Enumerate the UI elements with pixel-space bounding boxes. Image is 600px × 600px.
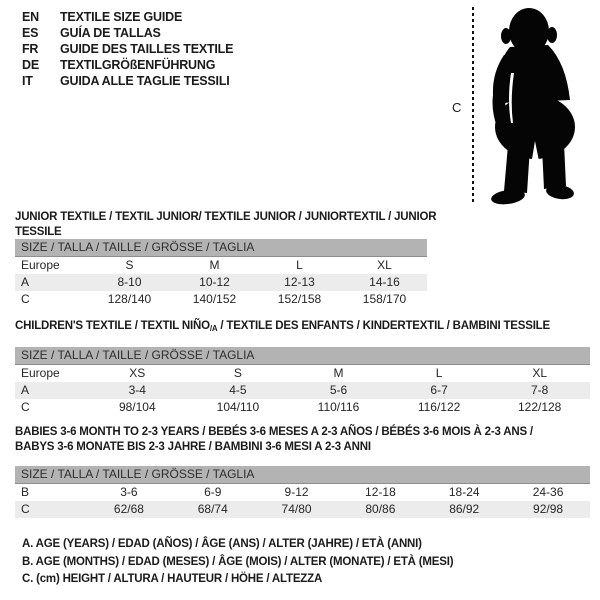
value-cell: 92/98 [533,502,564,516]
footnote-b: B. AGE (MONTHS) / EDAD (MESES) / ÂGE (MOIS) / ALTER (MONATE) / ETÀ (MESI) [22,555,454,568]
language-line-it [22,73,233,89]
footnote-c: C. (cm) HEIGHT / ALTURA / HAUTEUR / HÖHE / ALTEZZA [22,573,323,585]
language-line-en [22,9,233,25]
language-line-fr [22,41,233,57]
table-row [15,291,427,308]
value-cell: 8-10 [117,275,142,289]
value-cell: 62/68 [113,502,144,516]
value-cell: S [233,366,242,380]
value-cell: 7-8 [531,383,549,397]
row-label-cell: C [21,292,30,306]
table-row [15,484,590,501]
size-header-bar: SIZE / TALLA / TAILLE / GRÖSSE / TAGLIA [15,347,590,365]
value-cell: 4-5 [229,383,247,397]
title-text: CHILDREN'S TEXTILE / TEXTIL NIÑO [15,320,210,332]
language-code: ES [22,26,39,40]
title-text: / TEXTILE DES ENFANTS / KINDERTEXTIL / BAMBINI TESSILE [217,320,550,332]
language-label: GUÍA DE TALLAS [60,26,161,40]
language-code: FR [22,42,39,56]
table-row [15,257,427,274]
value-cell: 12-13 [284,275,315,289]
value-cell: L [296,258,303,272]
language-label: TEXTILE SIZE GUIDE [60,10,183,24]
value-cell: 24-36 [532,485,564,499]
title-text: JUNIOR TEXTILE / TEXTIL JUNIOR/ TEXTILE JUNIOR / JUNIORTEXTIL / JUNIOR TESSILE [15,211,437,238]
value-cell: XL [532,366,548,380]
row-label-cell: Europe [21,366,60,380]
value-cell: 18-24 [448,485,480,499]
table-row [15,501,590,518]
row-label-cell: C [21,502,30,516]
table-row [15,382,590,399]
baby-silhouette-icon [480,5,595,207]
junior-table-body [15,257,427,308]
value-cell: 3-6 [120,485,138,499]
size-header-bar: SIZE / TALLA / TAILLE / GRÖSSE / TAGLIA [15,466,590,484]
height-measure-label: C [452,100,462,115]
value-cell: 152/158 [277,292,322,306]
value-cell: 104/110 [216,400,260,414]
value-cell: 86/92 [449,502,480,516]
language-label: GUIDE DES TAILLES TEXTILE [60,42,234,56]
children-table-body [15,365,590,416]
value-cell: 9-12 [284,485,309,499]
value-cell: XS [129,366,146,380]
size-header-bar: SIZE / TALLA / TAILLE / GRÖSSE / TAGLIA [15,239,427,257]
row-label-cell: A [21,275,30,289]
table-row [15,365,590,382]
value-cell: 3-4 [128,383,146,397]
value-cell: 10-12 [199,275,230,289]
language-label: GUIDA ALLE TAGLIE TESSILI [60,74,230,88]
babies-table-title [15,425,590,454]
babies-table-body [15,484,590,518]
footnote-a: A. AGE (YEARS) / EDAD (AÑOS) / ÂGE (ANS) / ALTER (JAHRE) / ETÀ (ANNI) [22,538,422,550]
title-subscript: /A [209,324,218,333]
value-cell: 140/152 [192,292,237,306]
value-cell: 122/128 [517,400,562,414]
row-label-cell: C [21,400,30,414]
language-code: DE [22,58,39,72]
value-cell: 128/140 [107,292,152,306]
title-text: BABYS 3-6 MONATE BIS 2-3 JAHRE / BAMBINI 3-6 MESI A 2-3 ANNI [15,440,371,453]
children-size-table [15,347,590,416]
value-cell: 68/74 [197,502,228,516]
row-label-cell: A [21,383,30,397]
language-code: EN [22,10,39,24]
value-cell: 12-18 [365,485,396,499]
language-line-es [22,25,233,41]
value-cell: L [435,366,443,380]
junior-table-title [15,210,475,239]
height-measure-dashed-line [472,7,474,205]
value-cell: M [333,366,344,380]
table-row [15,274,427,291]
value-cell: 110/116 [317,400,360,414]
row-label-cell: Europe [21,258,60,272]
junior-size-table [15,239,427,308]
value-cell: XL [377,258,392,272]
language-line-de [22,57,233,73]
value-cell: 6-9 [204,485,222,499]
value-cell: 158/170 [362,292,407,306]
language-list [22,9,233,89]
value-cell: 98/104 [118,400,156,414]
value-cell: 6-7 [430,383,448,397]
table-row [15,399,590,416]
value-cell: 116/122 [417,400,461,414]
language-label: TEXTILGRÖßENFÜHRUNG [60,58,216,72]
title-text: BABIES 3-6 MONTH TO 2-3 YEARS / BEBÉS 3-6 MESES A 2-3 AÑOS / BÉBÉS 3-6 MOIS À 2-3 ANS / [15,426,533,438]
row-label-cell: B [21,485,30,499]
value-cell: 14-16 [369,275,400,289]
language-code: IT [22,74,33,88]
babies-size-table [15,466,590,518]
value-cell: 5-6 [329,383,348,397]
children-table-title [15,319,590,337]
value-cell: S [125,258,134,272]
value-cell: 74/80 [281,502,312,516]
value-cell: 80/86 [365,502,396,516]
footnotes [22,536,453,589]
value-cell: M [209,258,220,272]
